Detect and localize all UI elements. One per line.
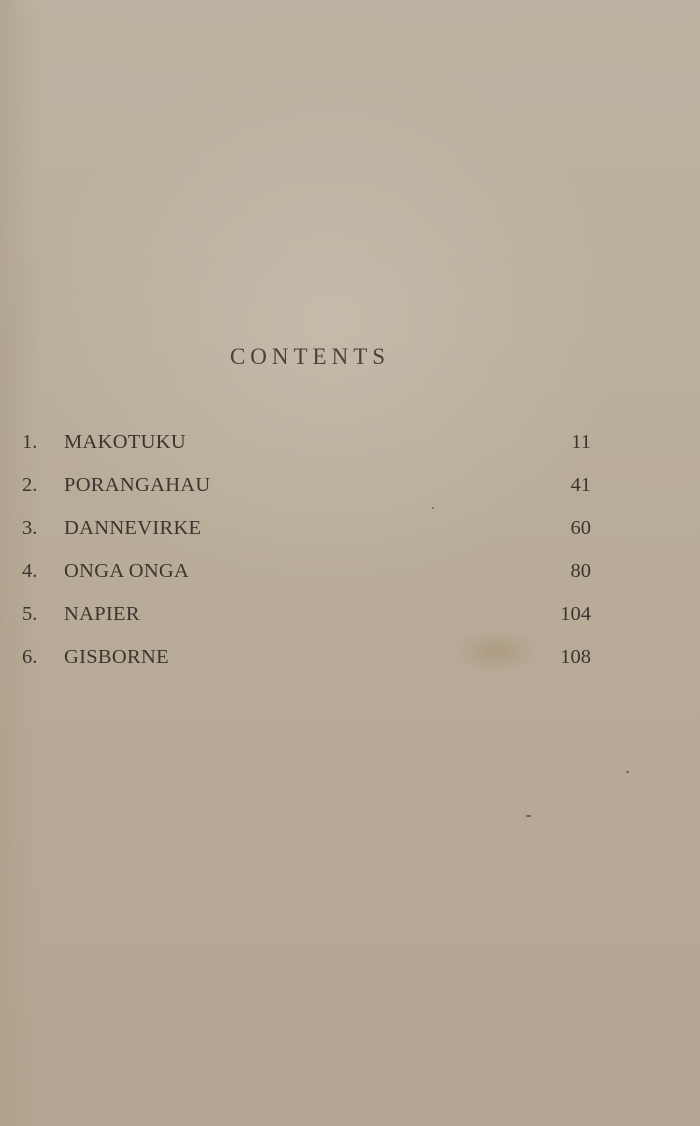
- table-of-contents: [0, 426, 700, 684]
- chapter-number: 5.: [22, 603, 38, 625]
- chapter-page: 11: [571, 431, 591, 453]
- chapter-number: 4.: [22, 560, 38, 582]
- chapter-number: 6.: [22, 646, 38, 668]
- toc-entry: [0, 469, 700, 512]
- toc-entry: [0, 641, 700, 684]
- toc-entry: [0, 598, 700, 641]
- toc-entry: [0, 512, 700, 555]
- toc-entry: [0, 555, 700, 598]
- chapter-number: 1.: [22, 431, 38, 453]
- chapter-number: 2.: [22, 474, 38, 496]
- chapter-page: 108: [560, 646, 591, 668]
- page-title: CONTENTS: [229, 344, 391, 369]
- chapter-title: ONGA ONGA: [64, 560, 190, 582]
- chapter-page: 80: [570, 560, 591, 582]
- paper-speck: [626, 771, 629, 773]
- chapter-page: 41: [570, 474, 591, 496]
- chapter-title: NAPIER: [64, 603, 140, 625]
- chapter-title: DANNEVIRKE: [64, 517, 202, 539]
- chapter-page: 104: [560, 603, 591, 625]
- chapter-page: 60: [570, 517, 591, 539]
- paper-speck: [526, 815, 531, 817]
- chapter-number: 3.: [22, 517, 38, 539]
- toc-entry: [0, 426, 700, 469]
- chapter-title: GISBORNE: [64, 646, 169, 668]
- chapter-title: MAKOTUKU: [64, 431, 186, 453]
- chapter-title: PORANGAHAU: [64, 474, 211, 496]
